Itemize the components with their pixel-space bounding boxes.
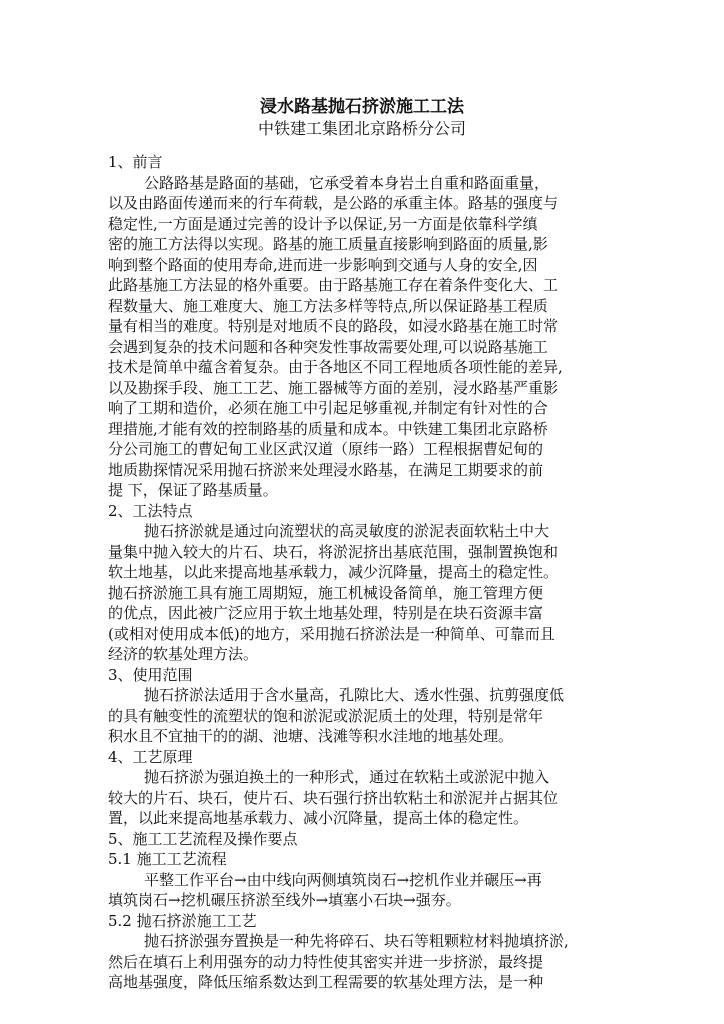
subsection-heading: 5.2 抛石挤淤施工工艺: [108, 911, 257, 930]
paragraph-line: 此路基施工方法显的格外重要。由于路基施工存在着条件变化大、工: [108, 276, 559, 294]
section-heading: 4、工艺原理: [108, 747, 193, 766]
paragraph-line: 较大的片石、块石，使片石、块石强行挤出软粘土和淤泥并占据其位: [108, 788, 559, 807]
paragraph-line: 积水且不宜抽干的的湖、池塘、浅滩等积水洼地的地基处理。: [108, 727, 514, 745]
paragraph-line: 的具有触变性的流塑状的饱和淤泥或淤泥质土的处理，特别是常年: [108, 706, 544, 725]
paragraph-line: 分公司施工的曹妃甸工业区武汉道（原纬一路）工程根据曹妃甸的: [108, 440, 544, 458]
paragraph-line: 理措施,才能有效的控制路基的质量和成本。中铁建工集团北京路桥: [108, 419, 548, 438]
section-heading: 1、前言: [108, 153, 163, 171]
paragraph-line: 以及由路面传递而来的行车荷载，是公路的承重主体。路基的强度与: [108, 194, 559, 212]
paragraph-line: (或相对使用成本低)的地方，采用抛石挤淤法是一种简单、可靠而且: [108, 624, 555, 643]
paragraph-line: 量集中抛入较大的片石、块石，将淤泥挤出基底范围，强制置换饱和: [108, 542, 559, 561]
paragraph-line: 经济的软基处理方法。: [108, 645, 259, 663]
paragraph-line: 响了工期和造价，必须在施工中引起足够重视,并制定有针对性的合: [108, 399, 548, 417]
paragraph-line: 置，以此来提高地基承载力、减小沉降量，提高土体的稳定性。: [108, 809, 529, 827]
paragraph-line: 量有相当的难度。特别是对地质不良的路段，如浸水路基在施工时常: [108, 317, 559, 335]
section-heading: 2、工法特点: [108, 501, 193, 520]
paragraph-line: 填筑岗石→挖机碾压挤淤至线外→填塞小石块→强夯。: [108, 891, 461, 909]
paragraph-line: 以及勘探手段、施工工艺、施工器械等方面的差别，浸水路基严重影: [108, 378, 559, 397]
paragraph-line: 抛石挤淤强夯置换是一种先将碎石、块石等粗颗粒材料抛填挤淤,: [144, 932, 569, 950]
paragraph-line: 抛石挤淤施工具有施工周期短，施工机械设备简单，施工管理方便: [108, 583, 544, 602]
paragraph-line: 然后在填石上利用强夯的动力特性使其密实并进一步挤淤，最终提: [108, 952, 544, 971]
section-heading: 3、使用范围: [108, 665, 193, 684]
section-heading: 5、施工工艺流程及操作要点: [108, 829, 298, 848]
paragraph-line: 地质勘探情况采用抛石挤淤来处理浸水路基，在满足工期要求的前: [108, 460, 544, 479]
paragraph-line: 会遇到复杂的技术问题和各种突发性事故需要处理,可以说路基施工: [108, 337, 548, 356]
document-title: 浸水路基抛石挤淤施工工法: [260, 97, 464, 117]
document-subtitle: 中铁建工集团北京路桥分公司: [257, 119, 466, 138]
paragraph-line: 程数量大、施工难度大、施工方法多样等特点,所以保证路基工程质: [108, 296, 548, 315]
paragraph-line: 响到整个路面的使用寿命,进而进一步影响到交通与人身的安全,因: [108, 255, 538, 274]
paragraph-line: 高地基强度，降低压缩系数达到工程需要的软基处理方法，是一种: [108, 973, 544, 991]
paragraph-line: 技术是简单中蕴含着复杂。由于各地区不同工程地质各项性能的差异,: [108, 358, 563, 376]
paragraph-line: 的优点，因此被广泛应用于软土地基处理，特别是在块石资源丰富: [108, 604, 544, 622]
subsection-heading: 5.1 施工工艺流程: [108, 850, 227, 868]
paragraph-line: 公路路基是路面的基础，它承受着本身岩土自重和路面重量，: [144, 173, 550, 192]
paragraph-line: 密的施工方法得以实现。路基的施工质量直接影响到路面的质量,影: [108, 235, 548, 253]
paragraph-line: 提 下，保证了路基质量。: [108, 481, 278, 499]
paragraph-line: 平整工作平台→由中线向两侧填筑岗石→挖机作业并碾压→再: [144, 870, 542, 889]
paragraph-line: 稳定性,一方面是通过完善的设计予以保证,另一方面是依靠科学缜: [108, 214, 538, 233]
paragraph-line: 软土地基，以此来提高地基承载力，减少沉降量，提高土的稳定性。: [108, 563, 559, 581]
paragraph-line: 抛石挤淤法适用于含水量高，孔隙比大、透水性强、抗剪强度低: [144, 686, 565, 704]
document-body: [108, 152, 630, 993]
paragraph-line: 抛石挤淤为强迫换土的一种形式，通过在软粘土或淤泥中抛入: [144, 768, 550, 786]
paragraph-line: 抛石挤淤就是通过向流塑状的高灵敏度的淤泥表面软粘土中大: [144, 522, 550, 540]
